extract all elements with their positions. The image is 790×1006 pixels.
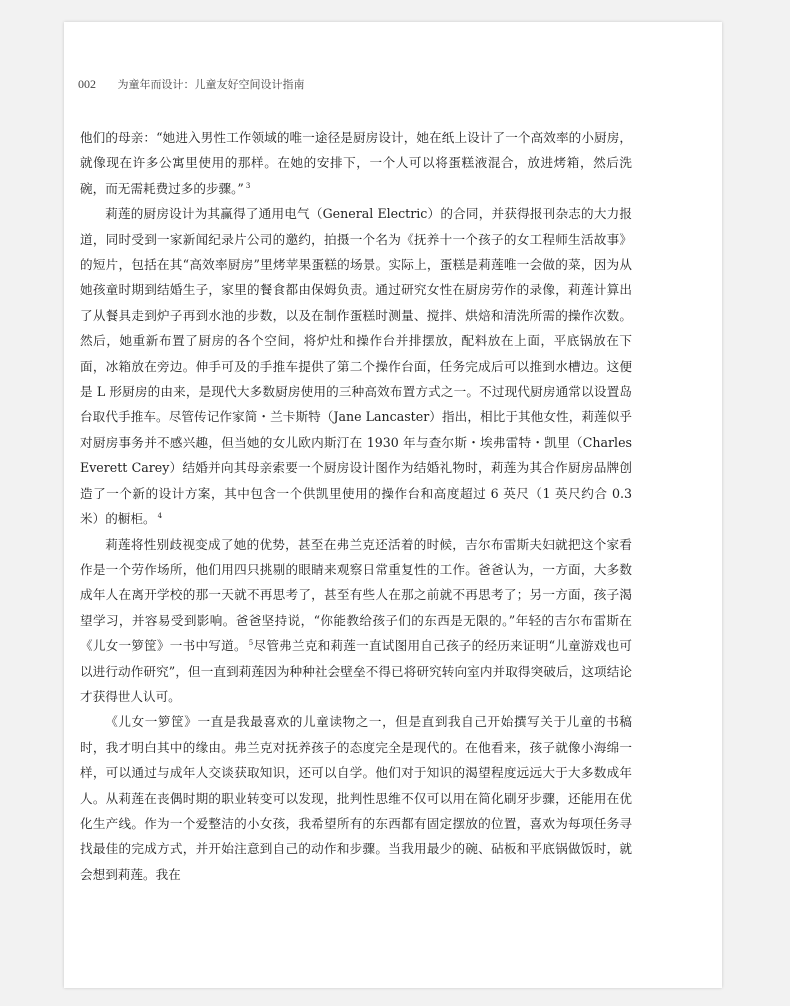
paragraph-1 [80, 125, 632, 201]
paragraph-4 [80, 709, 632, 887]
page-number: 002 [78, 77, 96, 91]
body-text [80, 125, 632, 887]
footnote-marker: 3 [245, 181, 251, 190]
paragraph-3 [80, 532, 632, 710]
paragraph-text: 莉莲将性别歧视变成了她的优势，甚至在弗兰克还活着的时候，吉尔布雷斯夫妇就把这个家看作是一个劳作场所，他们用四只挑剔的眼睛来观察日常重复性的工作。爸爸认为，一方面，大多数成年人在离开学校的那一天就不再思考了，甚至有些人在那之前就不再思考了；另一方面，孩子渴望学习，并容易受到影响。爸爸坚持说，“你能教给孩子们的东西是无限的。”年轻的吉尔布雷斯在《儿女一箩筐》一书中写道。 [80, 536, 632, 654]
book-title: 为童年而设计：儿童友好空间设计指南 [117, 78, 305, 91]
paragraph-2 [80, 201, 632, 531]
paragraph-text: 《儿女一箩筐》一直是我最喜欢的儿童读物之一，但是直到我自己开始撰写关于儿童的书稿时，我才明白其中的缘由。弗兰克对抚养孩子的态度完全是现代的。在他看来，孩子就像小海绵一样，可以通过与成年人交谈获取知识，还可以自学。他们对于知识的渴望程度远远大于大多数成年人。从莉莲在丧偶时期的职业转变可以发现，批判性思维不仅可以用在简化刷牙步骤，还能用在优化生产线。作为一个爱整洁的小女孩，我希望所有的东西都有固定摆放的位置，喜欢为每项任务寻找最佳的完成方式，并开始注意到自己的动作和步骤。当我用最少的碗、砧板和平底锅做饭时，就会想到莉莲。我在 [80, 714, 632, 882]
paragraph-text: 他们的母亲：“她进入男性工作领域的唯一途径是厨房设计，她在纸上设计了一个高效率的小厨房，就像现在许多公寓里使用的那样。在她的安排下，一个人可以将蛋糕液混合，放进烤箱，然后洗碗，而无需耗费过多的步骤。” [80, 130, 632, 196]
paragraph-text-continued: 尽管弗兰克和莉莲一直试图用自己孩子的经历来证明“儿童游戏也可以进行动作研究”，但一直到莉莲因为种种社会壁垒不得已将研究转向室内并取得突破后，这项结论才获得世人认可。 [80, 638, 632, 704]
running-header [78, 76, 305, 92]
footnote-marker: 4 [157, 512, 163, 521]
paragraph-text: 莉莲的厨房设计为其赢得了通用电气（General Electric）的合同，并获得报刊杂志的大力报道，同时受到一家新闻纪录片公司的邀约，拍摄一个名为《抚养十一个孩子的女工程师生活故事》的短片，包括在其“高效率厨房”里烤苹果蛋糕的场景。实际上，蛋糕是莉莲唯一会做的菜，因为从她孩童时期到结婚生子，家里的餐食都由保姆负责。通过研究女性在厨房劳作的录像，莉莲计算出了从餐具走到炉子再到水池的步数，以及在制作蛋糕时测量、搅拌、烘焙和清洗所需的操作次数。然后，她重新布置了厨房的各个空间，将炉灶和操作台并排摆放，配料放在上面，平底锅放在下面，冰箱放在旁边。伸手可及的手推车提供了第二个操作台面，任务完成后可以推到水槽边。这便是 L 形厨房的由来，是现代大多数厨房使用的三种高效布置方式之一。不过现代厨房通常以设置岛台取代手推车。尽管传记作家简・兰卡斯特（Jane Lancaster）指出，相比于其他女性，莉莲似乎对厨房事务并不感兴趣，但当她的女儿欧内斯汀在 1930 年与查尔斯・埃弗雷特・凯里（Charles Everett Carey）结婚并向其母亲索要一个厨房设计图作为结婚礼物时，莉莲为其合作厨房品牌创造了一个新的设计方案，其中包含一个供凯里使用的操作台和高度超过 6 英尺（1 英尺约合 0.3 米）的橱柜。 [80, 206, 632, 527]
footnote-marker: 5 [248, 639, 254, 648]
